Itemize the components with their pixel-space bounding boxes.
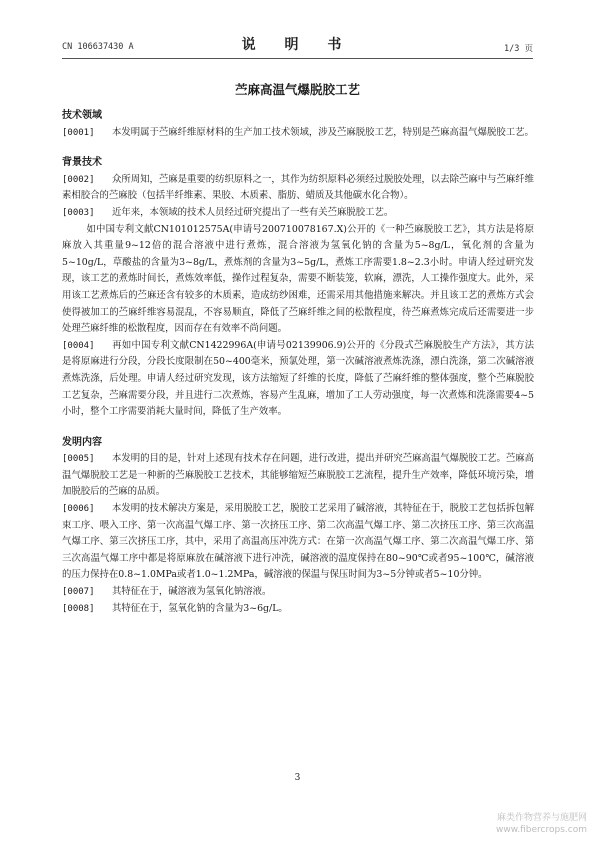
paragraph-text: 近年来，本领域的技术人员经过研究提出了一些有关苎麻脱胶工艺。 — [112, 206, 394, 218]
paragraph-0003 — [62, 205, 534, 222]
section-heading-background: 背景技术 — [62, 157, 102, 169]
header-divider — [62, 58, 533, 59]
document-title: 苎麻高温气爆脱胶工艺 — [234, 82, 360, 97]
site-watermark — [496, 812, 587, 836]
section-heading-tech-field: 技术领域 — [62, 110, 102, 121]
paragraph-text: 众所周知，苎麻是重要的纺织原料之一，其作为纺织原料必须经过脱胶处理，以去除苎麻中与苎麻纤维素相胶合的苎麻胶（包括半纤维素、果胶、木质素、脂肪、蜡质及其他碳水化合物）。 — [62, 173, 534, 202]
paragraph-text: 本发明属于苎麻纤维原材料的生产加工技术领域，涉及苎麻脱胶工艺，特别是苎麻高温气爆脱胶工艺。 — [112, 126, 534, 138]
page-number: 3 — [294, 773, 301, 783]
paragraph-text: 其特征在于，碱溶液为氢氧化钠溶液。 — [112, 586, 272, 598]
paragraph-0005 — [62, 451, 534, 501]
paragraph-text: 本发明的技术解决方案是，采用脱胶工艺，脱胶工艺采用了碱溶液，其特征在于，脱胶工艺包括拆包解束工序、喂入工序、第一次高温气爆工序、第一次挤压工序、第二次高温气爆工序、第二次挤压工序、第三次高温气爆工序、第三次挤压工序，其中，采用了高温高压冲洗方式：在第一次高温气爆工序、第二次高温气爆工序、第三次高温气爆工序中都是将原麻放在碱溶液下进行冲洗，碱溶液的温度保持在80~90℃或者95~100℃，碱溶液的压力保持在0.8~1.0MPa或者1.0~1.2MPa，碱溶液的保温与保压时间为3~5分钟或者5~10分钟。 — [62, 503, 534, 581]
paragraph-number: [0004] — [62, 340, 95, 351]
page-indicator: 1/3 页 — [504, 44, 533, 54]
document-body — [62, 108, 534, 617]
paragraph-0003-continuation: 如中国专利文献CN101012575A(申请号200710078167.X)公开的《一种苎麻脱胶工艺》，其方法是将原麻放入其重量9~12倍的混合溶液中进行煮炼，混合溶液为氢氧化钠的含量为5~8g/L，氧化剂的含量为5~10g/L，草酸盐的含量为3~8g/L，煮炼剂的含量为3~5g/L，煮炼工序需要1.8~2.3小时。申请人经过研究发现，该工艺的煮炼时间长，煮炼效率低，操作过程复杂，需要不断装笼，软麻，漂洗，人工操作强度大。此外，采用该工艺煮炼后的苎麻还含有较多的木质素，造成纺纱困难，还需采用其他措施来解决。并且该工艺的煮炼方式会使得被加工的苎麻纤维容易混乱，不容易顺直，降低了苎麻纤维之间的松散程度，待苎麻煮炼完成后还需要进一步处理苎麻纤维的松散程度，因而存在有效率不尚问题。 — [62, 223, 534, 335]
section-heading-summary: 发明内容 — [62, 436, 102, 448]
paragraph-number: [0001] — [62, 127, 95, 138]
watermark-url: www.fibercrops.com — [496, 825, 587, 835]
paragraph-number: [0005] — [62, 454, 95, 465]
page-header — [62, 34, 533, 58]
paragraph-0007 — [62, 584, 534, 601]
paragraph-0004 — [62, 338, 534, 421]
paragraph-text: 本发明的目的是，针对上述现有技术存在问题，进行改进，提出并研究苎麻高温气爆脱胶工艺。苎麻高温气爆脱胶工艺是一种新的苎麻脱胶工艺技术，其能够缩短苎麻脱胶工艺流程，提升生产效率，降低环境污染，增加脱胶后的苎麻的品质。 — [62, 453, 534, 498]
watermark-name: 麻类作物营养与施肥网 — [496, 813, 587, 823]
paragraph-number: [0008] — [62, 603, 95, 614]
paragraph-0001 — [62, 125, 534, 142]
paragraph-0002 — [62, 172, 534, 205]
header-title: 说 明 书 — [241, 37, 354, 53]
paragraph-text: 其特征在于，氢氧化钠的含量为3~6g/L。 — [112, 602, 288, 614]
paragraph-number: [0007] — [62, 587, 95, 598]
patent-number: CN 106637430 A — [62, 42, 134, 52]
paragraph-text: 再如中国专利文献CN1422996A(申请号02139906.9)公开的《分段式苎麻脱胶生产方法》，其方法是将原麻进行分段，分段长度限制在50~400毫米，预氯处理，第一次碱溶液煮炼洗涤，漂白洗涤，第二次碱溶液煮炼洗涤，后处理。申请人经过研究发现，该方法缩短了纤维的长度，降低了苎麻纤维的整体强度，整个苎麻脱胶工艺复杂，苎麻需要分段，并且进行二次煮炼，容易产生乱麻，增加了工人劳动强度，每一次煮炼和洗涤需要4~5小时，整个工序需要消耗大量时间，降低了生产效率。 — [62, 339, 534, 418]
paragraph-0008 — [62, 601, 534, 618]
paragraph-number: [0002] — [62, 174, 95, 185]
paragraph-number: [0003] — [62, 207, 95, 218]
paragraph-number: [0006] — [62, 504, 95, 515]
paragraph-0006 — [62, 501, 534, 584]
